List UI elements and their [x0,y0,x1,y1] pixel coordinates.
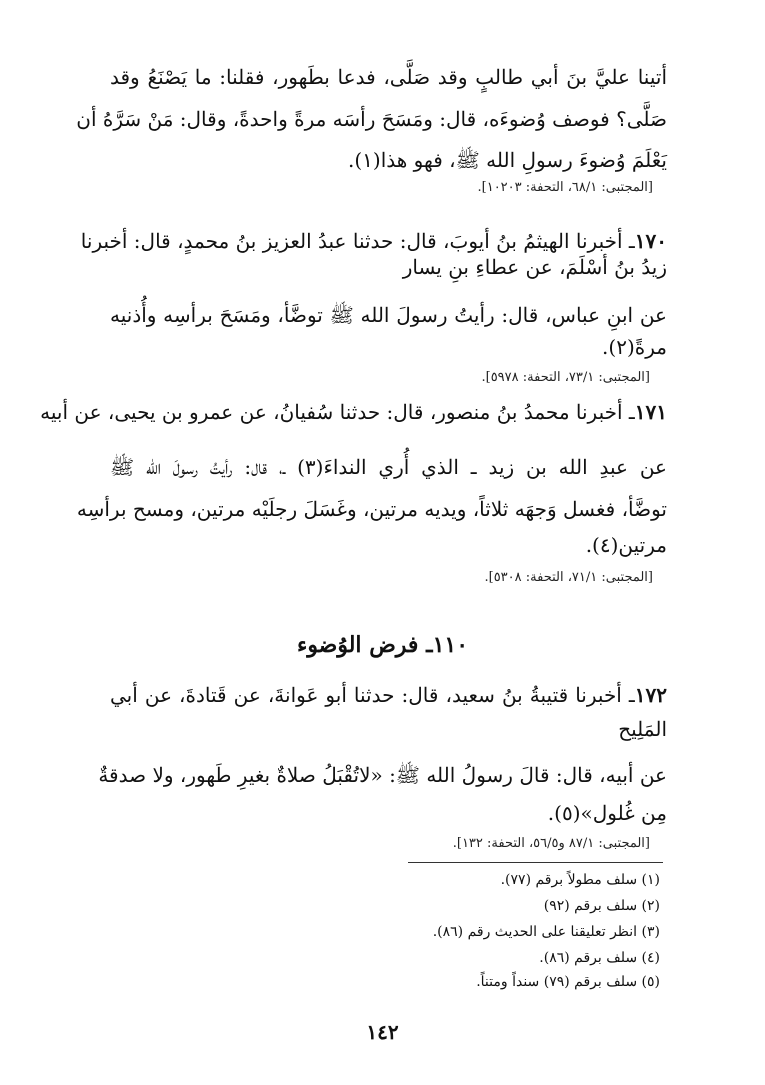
section-heading: ١١٠ـ فرض الوُضوء [296,632,469,658]
reference-note: [المجتبى: ٨٧/١ و٥٦/٥، التحفة: ١٣٢]. [452,836,650,851]
paragraph-line: توضَّأ، فغسل وَجهَه ثلاثاً، ويديه مرتين، وغَسَلَ رجلَيْه مرتين، ومسح برأسِه [76,497,667,521]
hadith-number: ١٧٠ [634,229,667,253]
reference-note: [المجتبى: ٦٨/١، التحفة: ١٠٢٠٣]. [477,180,653,195]
footnote: (٣) انظر تعليقنا على الحديث رقم (٨٦). [432,924,660,940]
paragraph-line: أتينا عليَّ بنَ أبي طالبٍ وقد صَلَّى، فدعا بطَهور، فقلنا: ما يَصْنَعُ وقد [110,65,667,89]
paragraph-line: مرتين(٤). [585,533,667,557]
chain-text: ـ أخبرنا الهيثمُ بنُ أيوبَ، قال: حدثنا عبدُ العزيز بنُ محمدٍ، قال: أخبرنا [80,229,635,253]
paragraph-line: زيدُ بنُ أسْلَمَ، عن عطاءِ بنِ يسار [402,255,667,279]
chain-text: ـ أخبرنا قتيبةُ بنُ سعيد، قال: حدثنا أبو عَوانةَ، عن قَتادةَ، عن أبي [110,683,635,707]
paragraph-line: عن عبدِ الله بن زيد ـ الذي أُري النداءَ(٣) ـ، قال: رأيتُ رسولَ الله ﷺ [110,455,667,479]
footnote-divider [408,862,663,863]
hadith-number: ١٧١ [634,400,667,424]
paragraph-line: مرةً(٢). [602,335,667,359]
footnote: (١) سلف مطولاً برقم (٧٧). [500,872,660,888]
paragraph-line: المَلِيح [618,717,667,741]
hadith-number: ١٧٢ [634,683,667,707]
hadith-172-chain [110,680,667,710]
reference-note: [المجتبى: ٧٣/١، التحفة: ٥٩٧٨]. [481,370,650,385]
paragraph-line: صَلَّى؟ فوصف وُضوءَه، قال: ومَسَحَ رأسَه مرةً واحدةً، وقال: مَنْ سَرَّهُ أن [76,107,667,131]
footnote: (٤) سلف برقم (٨٦). [539,950,660,966]
chain-text: ـ أخبرنا محمدُ بنُ منصور، قال: حدثنا سُفيانُ، عن عمرو بن يحيى، عن أبيه [40,400,635,424]
paragraph-line: عن ابنِ عباس، قال: رأيتُ رسولَ الله ﷺ توضَّأ، ومَسَحَ برأسِه وأُذنيه [110,303,667,327]
paragraph-line: مِن غُلول»(٥). [547,801,667,825]
footnote: (٥) سلف برقم (٧٩) سنداً ومتناً. [476,974,660,990]
footnote: (٢) سلف برقم (٩٢) [543,898,660,914]
reference-note: [المجتبى: ٧١/١، التحفة: ٥٣٠٨]. [484,570,653,585]
hadith-171-chain [40,397,667,427]
page-number: ١٤٢ [366,1020,399,1044]
paragraph-line: يَعْلَمَ وُضوءَ رسولِ الله ﷺ، فهو هذا(١). [348,148,667,172]
paragraph-line: عن أبيه، قال: قالَ رسولُ الله ﷺ: «لاتُقْبَلُ صلاةٌ بغيرِ طَهور، ولا صدقةٌ [98,763,667,787]
